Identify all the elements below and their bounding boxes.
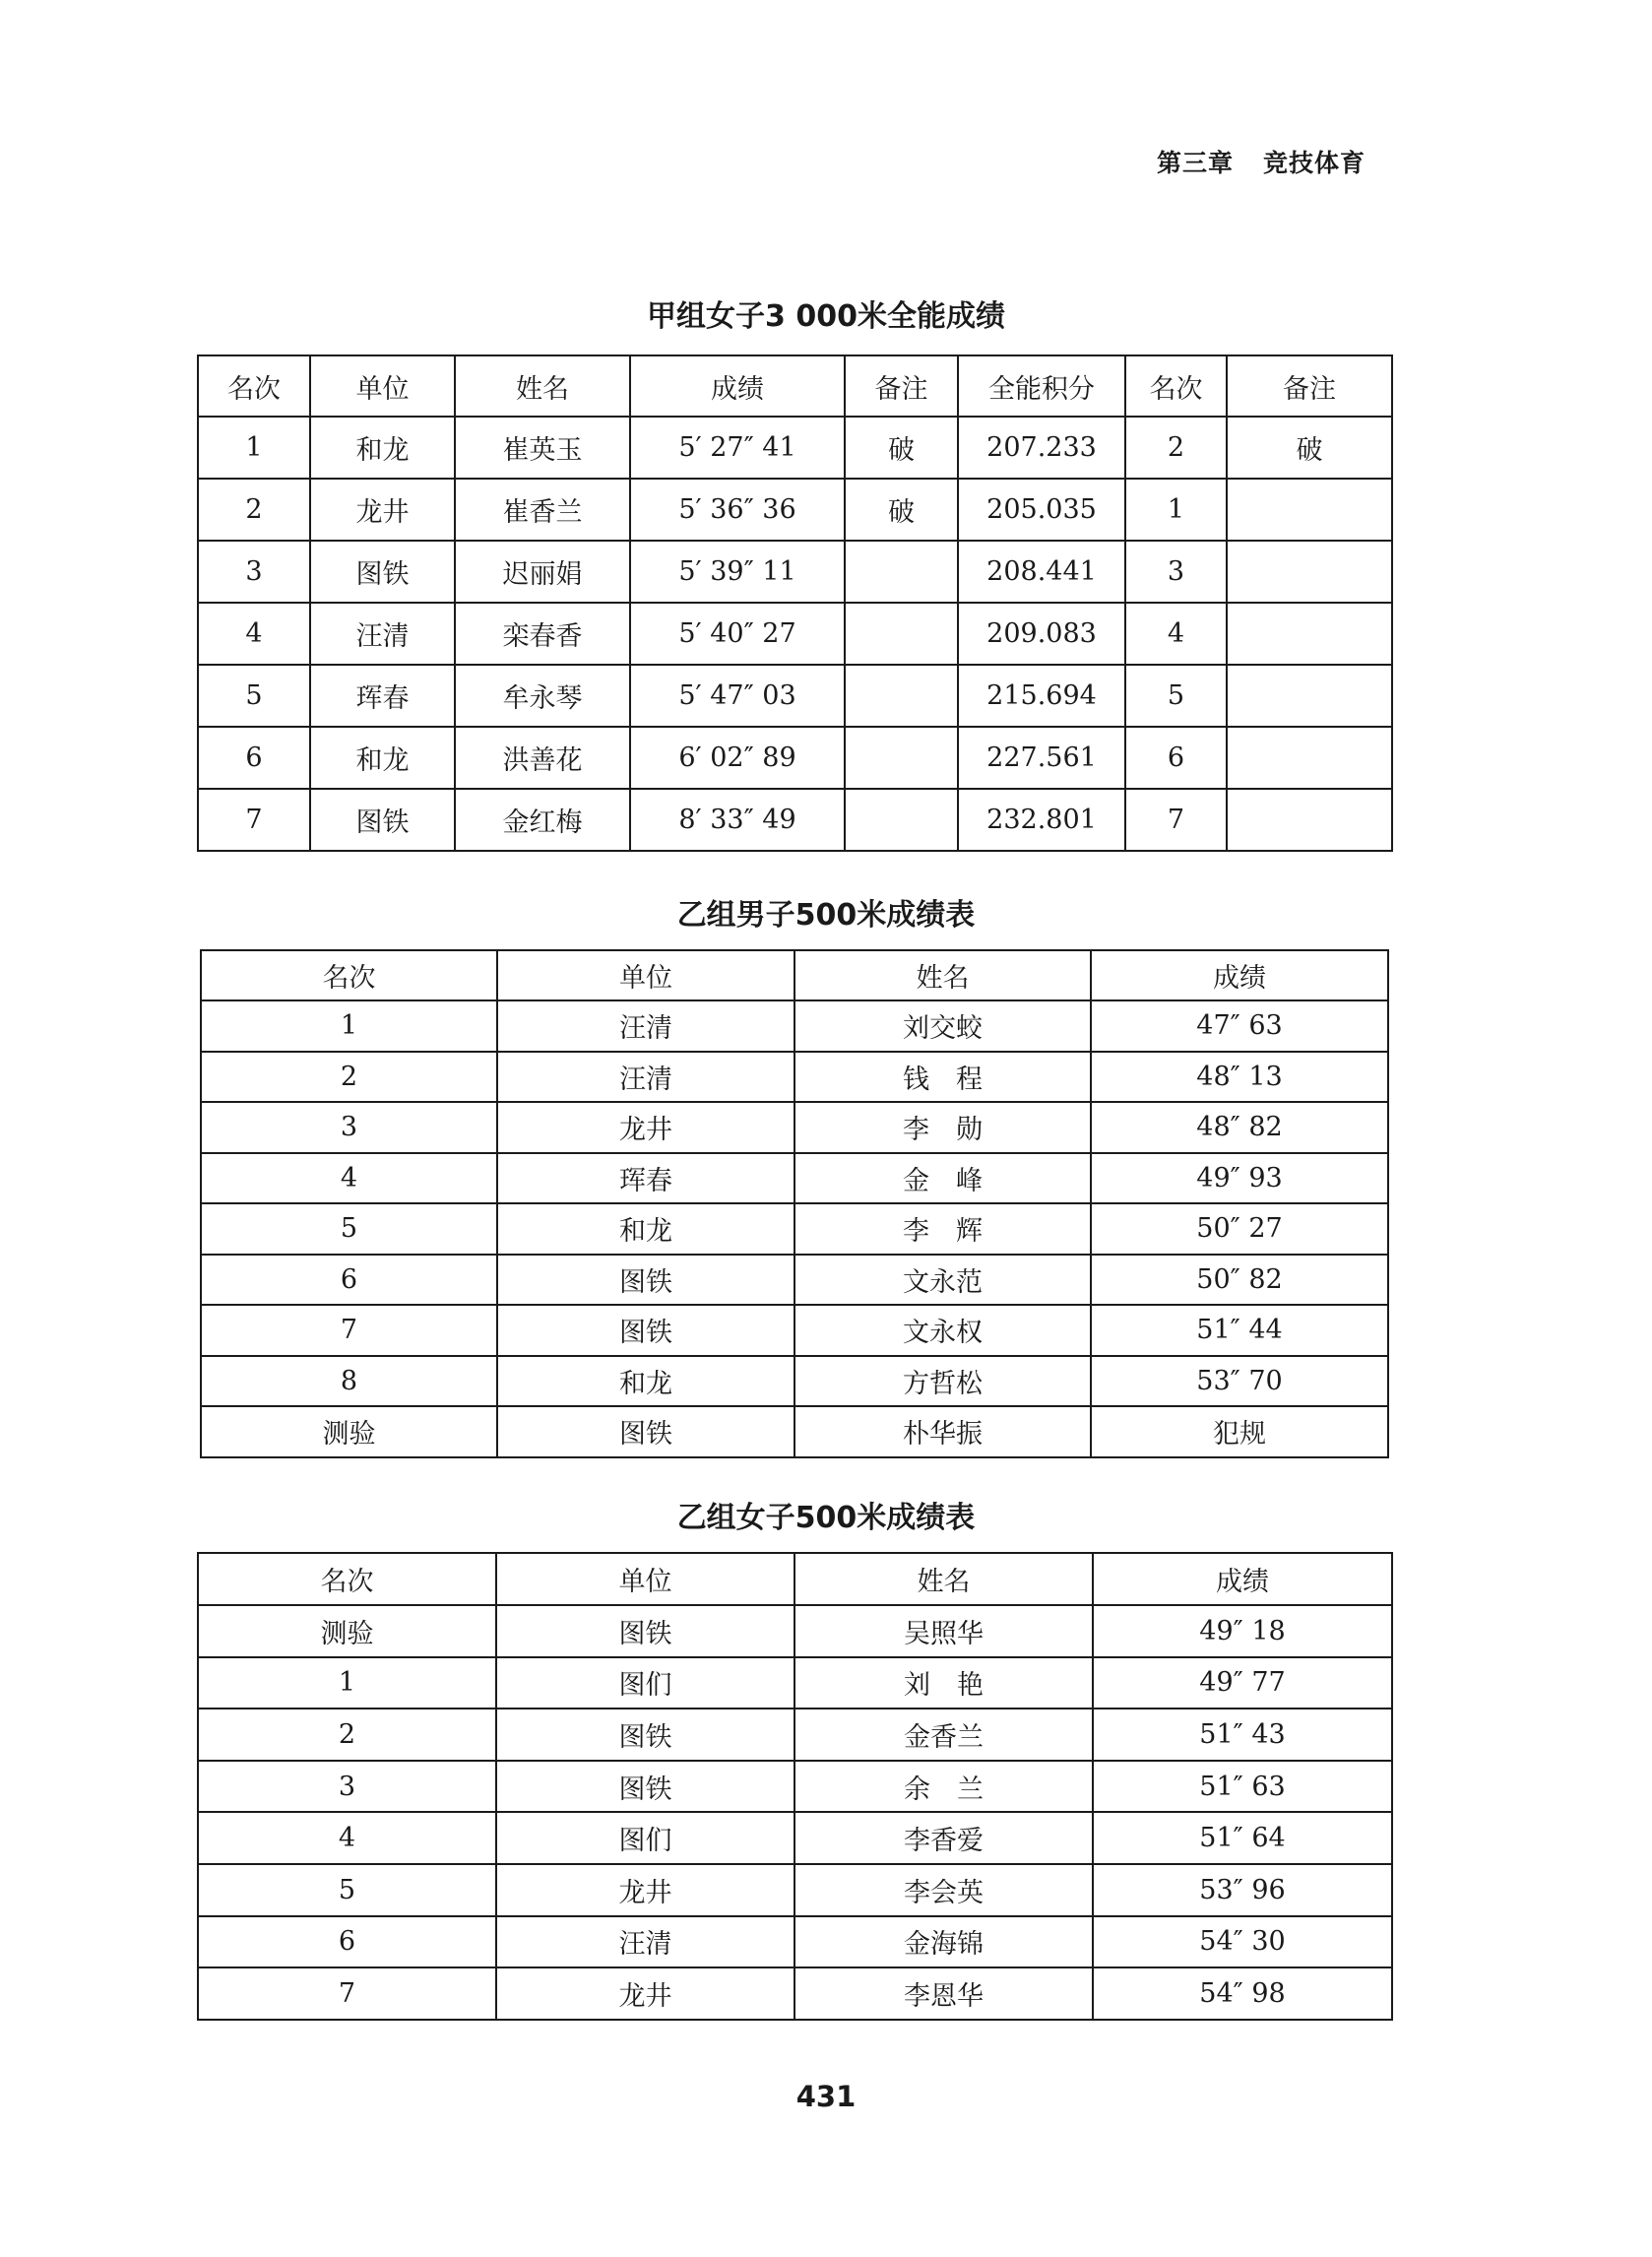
page-number: 431 [795, 2080, 857, 2113]
table-cell: 215.694 [958, 665, 1125, 727]
table-row [198, 665, 1392, 727]
table-cell: 测验 [201, 1406, 497, 1457]
table-cell: 珲春 [497, 1153, 794, 1204]
table-cell [1227, 727, 1392, 789]
table-cell [845, 665, 958, 727]
table-cell: 牟永琴 [455, 665, 630, 727]
table-row [198, 1967, 1392, 2020]
table-cell: 5 [201, 1203, 497, 1255]
table-cell: 3 [198, 541, 310, 603]
table-cell: 2 [1125, 417, 1227, 479]
table-cell: 李会英 [794, 1864, 1093, 1916]
table-cell: 7 [198, 1967, 496, 2020]
table-row [201, 1406, 1388, 1457]
table-cell: 图铁 [497, 1305, 794, 1356]
table-cell: 5 [198, 665, 310, 727]
table-cell: 栾春香 [455, 603, 630, 665]
table-cell: 刘交蛟 [794, 1000, 1091, 1052]
table-cell: 方哲松 [794, 1356, 1091, 1407]
table-cell: 5′ 27″ 41 [630, 417, 845, 479]
table-cell: 54″ 98 [1093, 1967, 1392, 2020]
table-cell: 1 [1125, 479, 1227, 541]
table-cell: 50″ 27 [1091, 1203, 1388, 1255]
column-header: 单位 [497, 950, 794, 1000]
table-cell: 8′ 33″ 49 [630, 789, 845, 851]
table-cell: 51″ 64 [1093, 1812, 1392, 1864]
table-row [201, 1102, 1388, 1153]
table-cell: 珲春 [310, 665, 455, 727]
table-cell: 5′ 40″ 27 [630, 603, 845, 665]
table-cell: 和龙 [310, 727, 455, 789]
table-cell: 53″ 96 [1093, 1864, 1392, 1916]
table-row [201, 1052, 1388, 1103]
table-title: 乙组女子500米成绩表 [676, 1501, 976, 1535]
table-cell [845, 541, 958, 603]
column-header: 成绩 [1091, 950, 1388, 1000]
table-cell: 207.233 [958, 417, 1125, 479]
table-cell: 和龙 [497, 1356, 794, 1407]
table-cell: 53″ 70 [1091, 1356, 1388, 1407]
table-row [198, 1657, 1392, 1709]
table-cell: 4 [201, 1153, 497, 1204]
column-header: 全能积分 [958, 355, 1125, 417]
table-cell: 洪善花 [455, 727, 630, 789]
table-cell: 5′ 39″ 11 [630, 541, 845, 603]
table-cell: 6′ 02″ 89 [630, 727, 845, 789]
table-cell: 49″ 93 [1091, 1153, 1388, 1204]
table-cell: 刘 艳 [794, 1657, 1093, 1709]
table-cell: 图铁 [497, 1255, 794, 1306]
running-head-section: 竞技体育 [1263, 149, 1366, 177]
table-cell: 7 [1125, 789, 1227, 851]
header-row [198, 355, 1392, 417]
table-cell: 48″ 82 [1091, 1102, 1388, 1153]
table-cell: 4 [198, 603, 310, 665]
column-header: 名次 [201, 950, 497, 1000]
table-cell: 吴照华 [794, 1605, 1093, 1657]
table-row [198, 541, 1392, 603]
column-header: 名次 [198, 1553, 496, 1605]
column-header: 名次 [1125, 355, 1227, 417]
table-cell: 图铁 [496, 1605, 794, 1657]
table-cell: 文永权 [794, 1305, 1091, 1356]
table-cell [845, 789, 958, 851]
table-cell: 金香兰 [794, 1709, 1093, 1761]
table-cell: 朴华振 [794, 1406, 1091, 1457]
table-cell: 1 [201, 1000, 497, 1052]
table-cell: 钱 程 [794, 1052, 1091, 1103]
column-header: 单位 [496, 1553, 794, 1605]
column-header: 姓名 [794, 1553, 1093, 1605]
table-row [198, 603, 1392, 665]
table-cell: 1 [198, 1657, 496, 1709]
table-cell [1227, 665, 1392, 727]
table-cell: 龙井 [497, 1102, 794, 1153]
table-cell: 和龙 [310, 417, 455, 479]
table-cell: 金海锦 [794, 1916, 1093, 1968]
results-table-boys-500m [200, 949, 1389, 1458]
table-cell: 李 勋 [794, 1102, 1091, 1153]
table-cell [1227, 541, 1392, 603]
header-row [201, 950, 1388, 1000]
table-cell: 图铁 [310, 789, 455, 851]
table-cell: 测验 [198, 1605, 496, 1657]
table-cell: 51″ 63 [1093, 1761, 1392, 1813]
table-cell: 图们 [496, 1657, 794, 1709]
table-cell: 文永范 [794, 1255, 1091, 1306]
table-cell [845, 727, 958, 789]
table-cell: 208.441 [958, 541, 1125, 603]
table-row [201, 1153, 1388, 1204]
table-row [198, 1812, 1392, 1864]
table-cell: 51″ 44 [1091, 1305, 1388, 1356]
table-cell: 犯规 [1091, 1406, 1388, 1457]
table-title: 甲组女子3 000米全能成绩 [647, 299, 1005, 334]
table-cell: 48″ 13 [1091, 1052, 1388, 1103]
table-cell: 7 [201, 1305, 497, 1356]
table-cell [1227, 479, 1392, 541]
table-cell: 破 [845, 479, 958, 541]
table-cell: 李香爱 [794, 1812, 1093, 1864]
table-cell [845, 603, 958, 665]
table-row [198, 1605, 1392, 1657]
header-row [198, 1553, 1392, 1605]
table-cell: 汪清 [310, 603, 455, 665]
table-cell: 5′ 36″ 36 [630, 479, 845, 541]
table-cell: 4 [1125, 603, 1227, 665]
column-header: 备注 [845, 355, 958, 417]
table-cell: 金红梅 [455, 789, 630, 851]
table-row [198, 789, 1392, 851]
table-cell: 汪清 [497, 1052, 794, 1103]
table-cell: 5 [1125, 665, 1227, 727]
running-head [1157, 144, 1393, 179]
table-row [201, 1203, 1388, 1255]
table-cell: 50″ 82 [1091, 1255, 1388, 1306]
column-header: 成绩 [1093, 1553, 1392, 1605]
table-cell: 5 [198, 1864, 496, 1916]
table-cell: 6 [1125, 727, 1227, 789]
table-cell: 6 [201, 1255, 497, 1306]
results-table-girls-500m [197, 1552, 1393, 2021]
table-cell: 金 峰 [794, 1153, 1091, 1204]
table-row [198, 479, 1392, 541]
table-cell [1227, 603, 1392, 665]
table-cell: 破 [1227, 417, 1392, 479]
table-cell: 2 [201, 1052, 497, 1103]
table-cell: 龙井 [496, 1967, 794, 2020]
table-cell: 6 [198, 727, 310, 789]
table-cell: 209.083 [958, 603, 1125, 665]
table-cell: 1 [198, 417, 310, 479]
table-cell: 余 兰 [794, 1761, 1093, 1813]
table-cell: 2 [198, 479, 310, 541]
table-cell: 5′ 47″ 03 [630, 665, 845, 727]
table-cell: 破 [845, 417, 958, 479]
table-cell: 李 辉 [794, 1203, 1091, 1255]
column-header: 名次 [198, 355, 310, 417]
table-row [198, 727, 1392, 789]
table-cell: 迟丽娟 [455, 541, 630, 603]
table-cell: 3 [198, 1761, 496, 1813]
table-row [198, 1761, 1392, 1813]
table-cell: 和龙 [497, 1203, 794, 1255]
table-cell: 图铁 [496, 1761, 794, 1813]
table-row [198, 1916, 1392, 1968]
table-cell: 3 [1125, 541, 1227, 603]
table-cell: 汪清 [496, 1916, 794, 1968]
column-header: 成绩 [630, 355, 845, 417]
table-cell: 图铁 [310, 541, 455, 603]
column-header: 姓名 [455, 355, 630, 417]
table-cell: 崔香兰 [455, 479, 630, 541]
table-cell: 汪清 [497, 1000, 794, 1052]
table-title: 乙组男子500米成绩表 [676, 898, 976, 933]
table-cell: 8 [201, 1356, 497, 1407]
table-row [198, 417, 1392, 479]
column-header: 姓名 [794, 950, 1091, 1000]
table-row [201, 1305, 1388, 1356]
table-cell: 51″ 43 [1093, 1709, 1392, 1761]
running-head-chapter: 第三章 [1157, 149, 1235, 177]
table-cell: 李恩华 [794, 1967, 1093, 2020]
table-row [201, 1000, 1388, 1052]
table-cell: 图铁 [496, 1709, 794, 1761]
table-cell: 49″ 77 [1093, 1657, 1392, 1709]
table-cell: 3 [201, 1102, 497, 1153]
results-table-women-3000m [197, 355, 1393, 852]
table-cell: 205.035 [958, 479, 1125, 541]
table-row [198, 1864, 1392, 1916]
column-header: 备注 [1227, 355, 1392, 417]
table-cell: 2 [198, 1709, 496, 1761]
table-cell: 227.561 [958, 727, 1125, 789]
table-cell: 54″ 30 [1093, 1916, 1392, 1968]
column-header: 单位 [310, 355, 455, 417]
table-row [201, 1356, 1388, 1407]
table-cell: 图铁 [497, 1406, 794, 1457]
table-cell [1227, 789, 1392, 851]
table-row [201, 1255, 1388, 1306]
table-cell: 232.801 [958, 789, 1125, 851]
table-cell: 龙井 [310, 479, 455, 541]
table-cell: 崔英玉 [455, 417, 630, 479]
table-cell: 图们 [496, 1812, 794, 1864]
table-cell: 7 [198, 789, 310, 851]
table-row [198, 1709, 1392, 1761]
table-cell: 6 [198, 1916, 496, 1968]
table-cell: 49″ 18 [1093, 1605, 1392, 1657]
table-cell: 龙井 [496, 1864, 794, 1916]
table-cell: 4 [198, 1812, 496, 1864]
table-cell: 47″ 63 [1091, 1000, 1388, 1052]
